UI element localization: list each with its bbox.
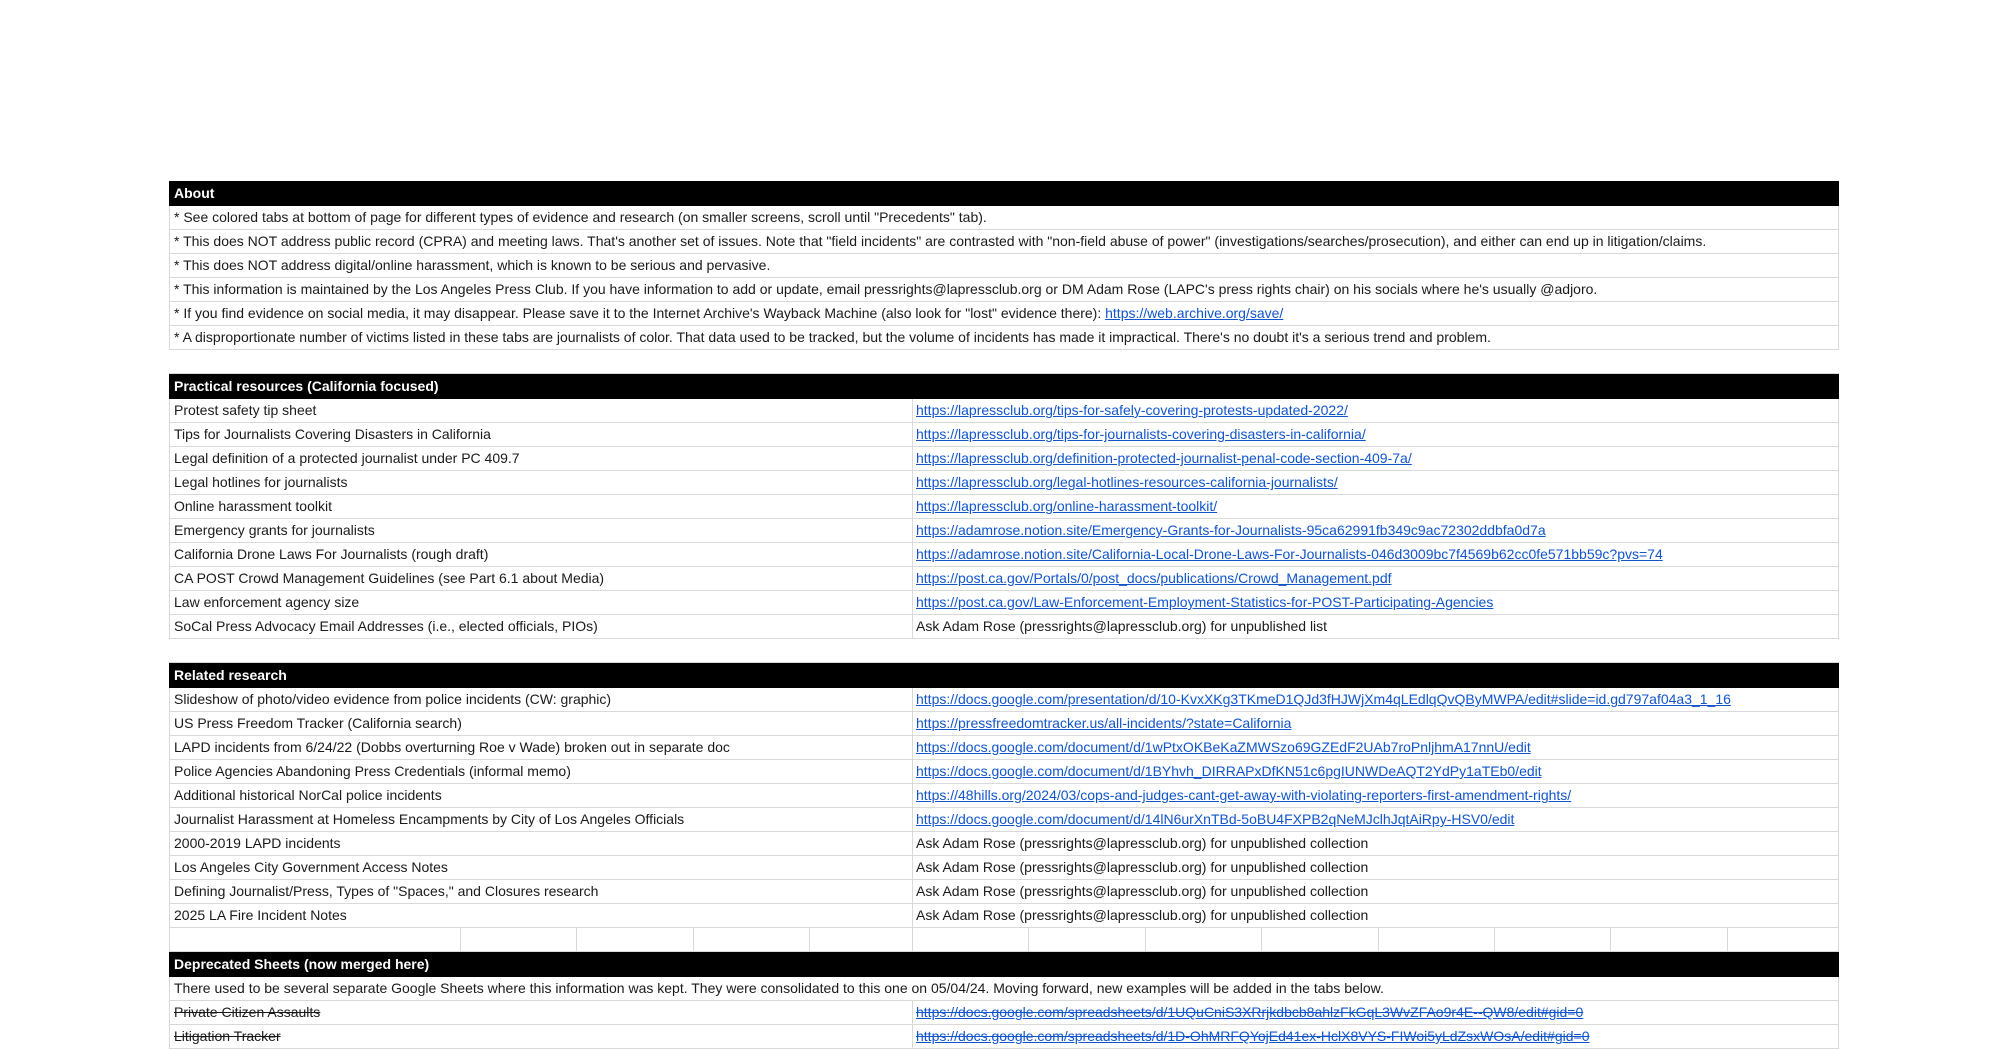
row-link[interactable]: https://docs.google.com/document/d/1BYhvh_DIRRAPxDfKN51c6pgIUNWDeAQT2YdPy1aTEb0/edit [916, 763, 1542, 779]
table-row [169, 760, 1839, 784]
row-value: Ask Adam Rose (pressrights@lapressclub.org) for unpublished collection [916, 883, 1369, 899]
row-link[interactable]: https://lapressclub.org/legal-hotlines-resources-california-journalists/ [916, 474, 1338, 490]
about-item-text: * If you find evidence on social media, it may disappear. Please save it to the Internet Archive's Wayback Machine (also look for "lost" evidence there): [174, 305, 1106, 321]
deprecated-sheets-list [169, 1001, 1839, 1049]
row-link[interactable]: https://adamrose.notion.site/California-Local-Drone-Laws-For-Journalists-046d3009bc7f4569b62cc0fe571bb59c?pvs=74 [916, 546, 1663, 562]
row-link[interactable]: https://post.ca.gov/Portals/0/post_docs/publications/Crowd_Management.pdf [916, 570, 1392, 586]
table-row [169, 736, 1839, 760]
row-label: Los Angeles City Government Access Notes [174, 859, 448, 875]
spacer-row [169, 928, 1839, 952]
table-row [169, 880, 1839, 904]
row-value: Ask Adam Rose (pressrights@lapressclub.org) for unpublished list [916, 618, 1328, 634]
table-row [169, 832, 1839, 856]
row-label: Police Agencies Abandoning Press Credentials (informal memo) [174, 763, 571, 779]
row-link[interactable]: https://lapressclub.org/tips-for-journalists-covering-disasters-in-california/ [916, 426, 1366, 442]
row-label: SoCal Press Advocacy Email Addresses (i.e., elected officials, PIOs) [174, 618, 598, 634]
row-link[interactable]: https://docs.google.com/document/d/1wPtxOKBeKaZMWSzo69GZEdF2UAb7roPnljhmA17nnU/edit [916, 739, 1531, 755]
deprecated-note: There used to be several separate Google Sheets where this information was kept. They were consolidated to this one on 05/04/24. Moving forward, new examples will be added in the tabs below. [169, 977, 1839, 1001]
row-label: LAPD incidents from 6/24/22 (Dobbs overturning Roe v Wade) broken out in separate doc [174, 739, 730, 755]
table-row [169, 904, 1839, 928]
table-row [169, 567, 1839, 591]
section-header-about: About [169, 181, 1839, 206]
table-row [169, 615, 1839, 639]
table-row [169, 495, 1839, 519]
table-row [169, 399, 1839, 423]
row-label: Online harassment toolkit [174, 498, 332, 514]
row-label: Litigation Tracker [174, 1028, 281, 1044]
row-label: Legal hotlines for journalists [174, 474, 348, 490]
row-label: Emergency grants for journalists [174, 522, 375, 538]
about-item: * This does NOT address digital/online harassment, which is known to be serious and pervasive. [169, 254, 1839, 278]
section-header-related: Related research [169, 663, 1839, 688]
row-label: US Press Freedom Tracker (California search) [174, 715, 462, 731]
section-header-deprecated: Deprecated Sheets (now merged here) [169, 952, 1839, 977]
table-row [169, 856, 1839, 880]
row-link[interactable]: https://pressfreedomtracker.us/all-incidents/?state=California [916, 715, 1292, 731]
table-row [169, 688, 1839, 712]
row-label: 2025 LA Fire Incident Notes [174, 907, 347, 923]
row-label: Protest safety tip sheet [174, 402, 317, 418]
row-link[interactable]: https://lapressclub.org/online-harassment-toolkit/ [916, 498, 1218, 514]
table-row [169, 808, 1839, 832]
row-value: Ask Adam Rose (pressrights@lapressclub.org) for unpublished collection [916, 859, 1369, 875]
row-label: California Drone Laws For Journalists (rough draft) [174, 546, 489, 562]
table-row [169, 1025, 1839, 1049]
table-row [169, 447, 1839, 471]
about-item: * See colored tabs at bottom of page for different types of evidence and research (on smaller screens, scroll until "Precedents" tab). [169, 206, 1839, 230]
related-research-list [169, 688, 1839, 928]
table-row [169, 471, 1839, 495]
table-row [169, 519, 1839, 543]
about-item-wayback [169, 302, 1839, 326]
row-label: Private Citizen Assaults [174, 1004, 321, 1020]
row-link[interactable]: https://docs.google.com/document/d/14lN6urXnTBd-5oBU4FXPB2qNeMJclhJqtAiRpy-HSV0/edit [916, 811, 1515, 827]
table-row [169, 423, 1839, 447]
spacer-row [169, 639, 1839, 663]
row-label: 2000-2019 LAPD incidents [174, 835, 341, 851]
row-link[interactable]: https://48hills.org/2024/03/cops-and-judges-cant-get-away-with-violating-reporters-first-amendment-rights/ [916, 787, 1572, 803]
about-item: * This information is maintained by the Los Angeles Press Club. If you have information to add or update, email pressrights@lapressclub.org or DM Adam Rose (LAPC's press rights chair) on his socials where he's usually @adjoro. [169, 278, 1839, 302]
spacer-row [169, 350, 1839, 374]
table-row [169, 591, 1839, 615]
row-label: Tips for Journalists Covering Disasters in California [174, 426, 491, 442]
wayback-link[interactable]: https://web.archive.org/save/ [1105, 305, 1284, 321]
row-label: Defining Journalist/Press, Types of "Spaces," and Closures research [174, 883, 599, 899]
row-link[interactable]: https://lapressclub.org/tips-for-safely-covering-protests-updated-2022/ [916, 402, 1348, 418]
row-label: Law enforcement agency size [174, 594, 360, 610]
table-row [169, 1001, 1839, 1025]
section-header-practical: Practical resources (California focused) [169, 374, 1839, 399]
row-link[interactable]: https://post.ca.gov/Law-Enforcement-Employment-Statistics-for-POST-Participating-Agencies [916, 594, 1494, 610]
table-row [169, 784, 1839, 808]
row-label: Slideshow of photo/video evidence from police incidents (CW: graphic) [174, 691, 612, 707]
row-link[interactable]: https://adamrose.notion.site/Emergency-Grants-for-Journalists-95ca62991fb349c9ac72302ddbfa0d7a [916, 522, 1546, 538]
row-value: Ask Adam Rose (pressrights@lapressclub.org) for unpublished collection [916, 907, 1369, 923]
row-value: Ask Adam Rose (pressrights@lapressclub.org) for unpublished collection [916, 835, 1369, 851]
row-label: Legal definition of a protected journalist under PC 409.7 [174, 450, 520, 466]
spreadsheet [169, 181, 1839, 1049]
row-link[interactable]: https://docs.google.com/presentation/d/10-KvxXKg3TKmeD1QJd3fHJWjXm4qLEdlqQvQByMWPA/edit#slide=id.gd797af04a3_1_16 [916, 691, 1731, 707]
about-item: * This does NOT address public record (CPRA) and meeting laws. That's another set of issues. Note that "field incidents" are contrasted with "non-field abuse of power" (investigations/searches/prosecution), and either can end up in litigation/claims. [169, 230, 1839, 254]
practical-resources-list [169, 399, 1839, 639]
about-item: * A disproportionate number of victims listed in these tabs are journalists of color. That data used to be tracked, but the volume of incidents has made it impractical. There's no doubt it's a serious trend and problem. [169, 326, 1839, 350]
table-row [169, 712, 1839, 736]
row-label: CA POST Crowd Management Guidelines (see Part 6.1 about Media) [174, 570, 605, 586]
row-link[interactable]: https://lapressclub.org/definition-protected-journalist-penal-code-section-409-7a/ [916, 450, 1412, 466]
table-row [169, 543, 1839, 567]
row-link[interactable]: https://docs.google.com/spreadsheets/d/1D-OhMRFQYojEd41ex-HclX8VYS-FIWoi5yLdZsxWOsA/edit#gid=0 [916, 1028, 1590, 1044]
row-label: Additional historical NorCal police incidents [174, 787, 442, 803]
row-link[interactable]: https://docs.google.com/spreadsheets/d/1UQuCniS3XRrjkdbcb8ahlzFkGqL3WvZFAo9r4E--QW8/edit#gid=0 [916, 1004, 1584, 1020]
row-label: Journalist Harassment at Homeless Encampments by City of Los Angeles Officials [174, 811, 685, 827]
